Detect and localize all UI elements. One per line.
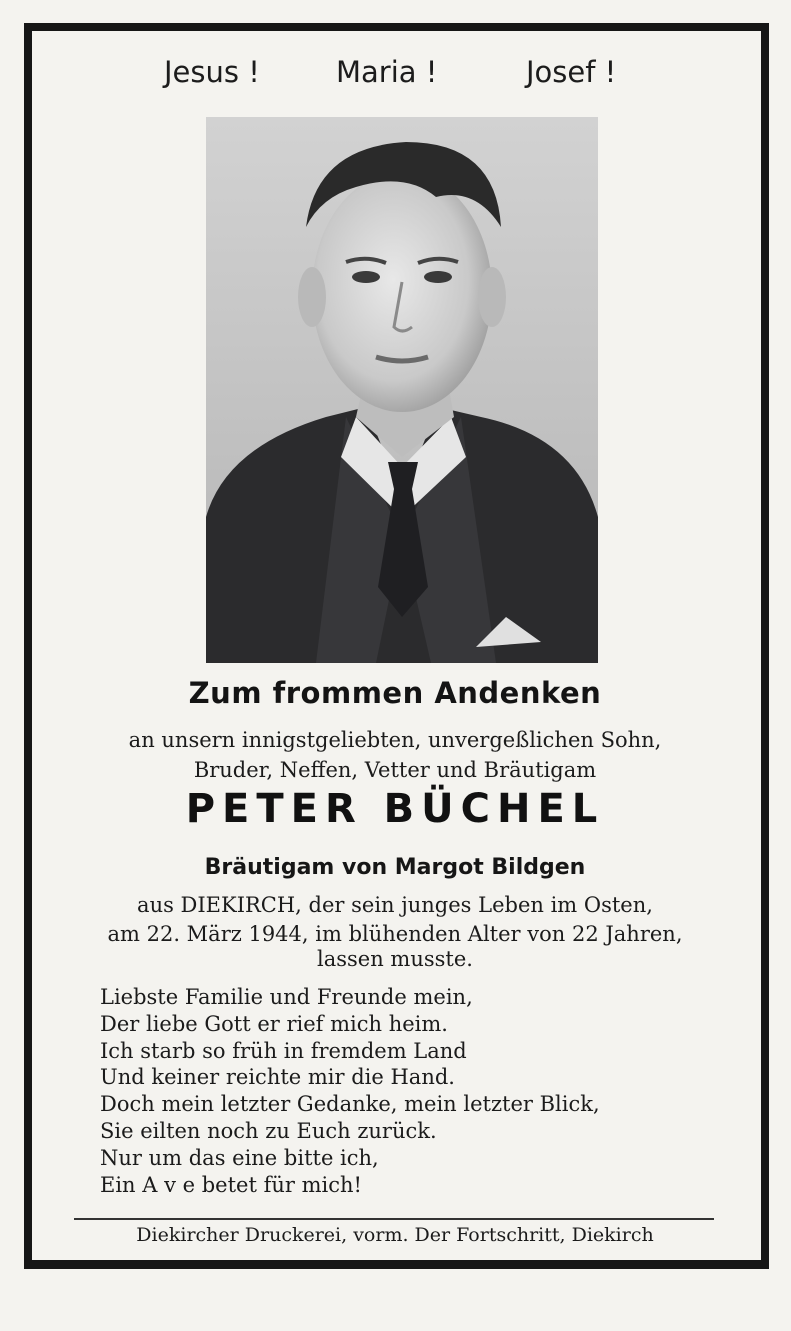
details-line-1: aus DIEKIRCH, der sein junges Leben im Osten, bbox=[137, 893, 653, 917]
header-maria: Maria ! bbox=[336, 55, 438, 89]
header-josef: Josef ! bbox=[526, 55, 617, 89]
details-line-2: am 22. März 1944, im blühenden Alter von 22 Jahren, bbox=[107, 922, 683, 946]
poem-line: Ein A v e betet für mich! bbox=[100, 1172, 362, 1197]
divider bbox=[74, 1218, 714, 1220]
portrait-illustration bbox=[206, 117, 598, 663]
fiance-line: Bräutigam von Margot Bildgen bbox=[204, 855, 586, 880]
header-jesus: Jesus ! bbox=[164, 55, 260, 89]
mourning-border-bottom bbox=[24, 1260, 769, 1269]
dedication-line-1: an unsern innigstgeliebten, unvergeßlichen Sohn, bbox=[128, 728, 662, 752]
card-title: Zum frommen Andenken bbox=[188, 676, 602, 710]
portrait-photo bbox=[206, 117, 598, 663]
poem-line: Ich starb so früh in fremdem Land bbox=[100, 1038, 467, 1063]
deceased-name: PETER BÜCHEL bbox=[185, 786, 605, 832]
dedication-line-2: Bruder, Neffen, Vetter und Bräutigam bbox=[193, 758, 597, 782]
mourning-border-top bbox=[24, 23, 769, 31]
poem-line: Liebste Familie und Freunde mein, bbox=[100, 985, 473, 1009]
details-line-3: lassen musste. bbox=[317, 947, 473, 971]
poem-line: Sie eilten noch zu Euch zurück. bbox=[100, 1118, 437, 1143]
mourning-border-right bbox=[761, 23, 769, 1269]
poem-line: Der liebe Gott er rief mich heim. bbox=[100, 1011, 448, 1036]
poem-line: Und keiner reichte mir die Hand. bbox=[100, 1065, 455, 1090]
poem-line: Doch mein letzter Gedanke, mein letzter Blick, bbox=[100, 1092, 600, 1117]
header-invocation bbox=[40, 55, 750, 105]
poem-line: Nur um das eine bitte ich, bbox=[100, 1145, 379, 1170]
mourning-border-left bbox=[24, 23, 32, 1269]
printer-imprint: Diekircher Druckerei, vorm. Der Fortschritt, Diekirch bbox=[136, 1224, 654, 1246]
poem bbox=[100, 984, 740, 1198]
